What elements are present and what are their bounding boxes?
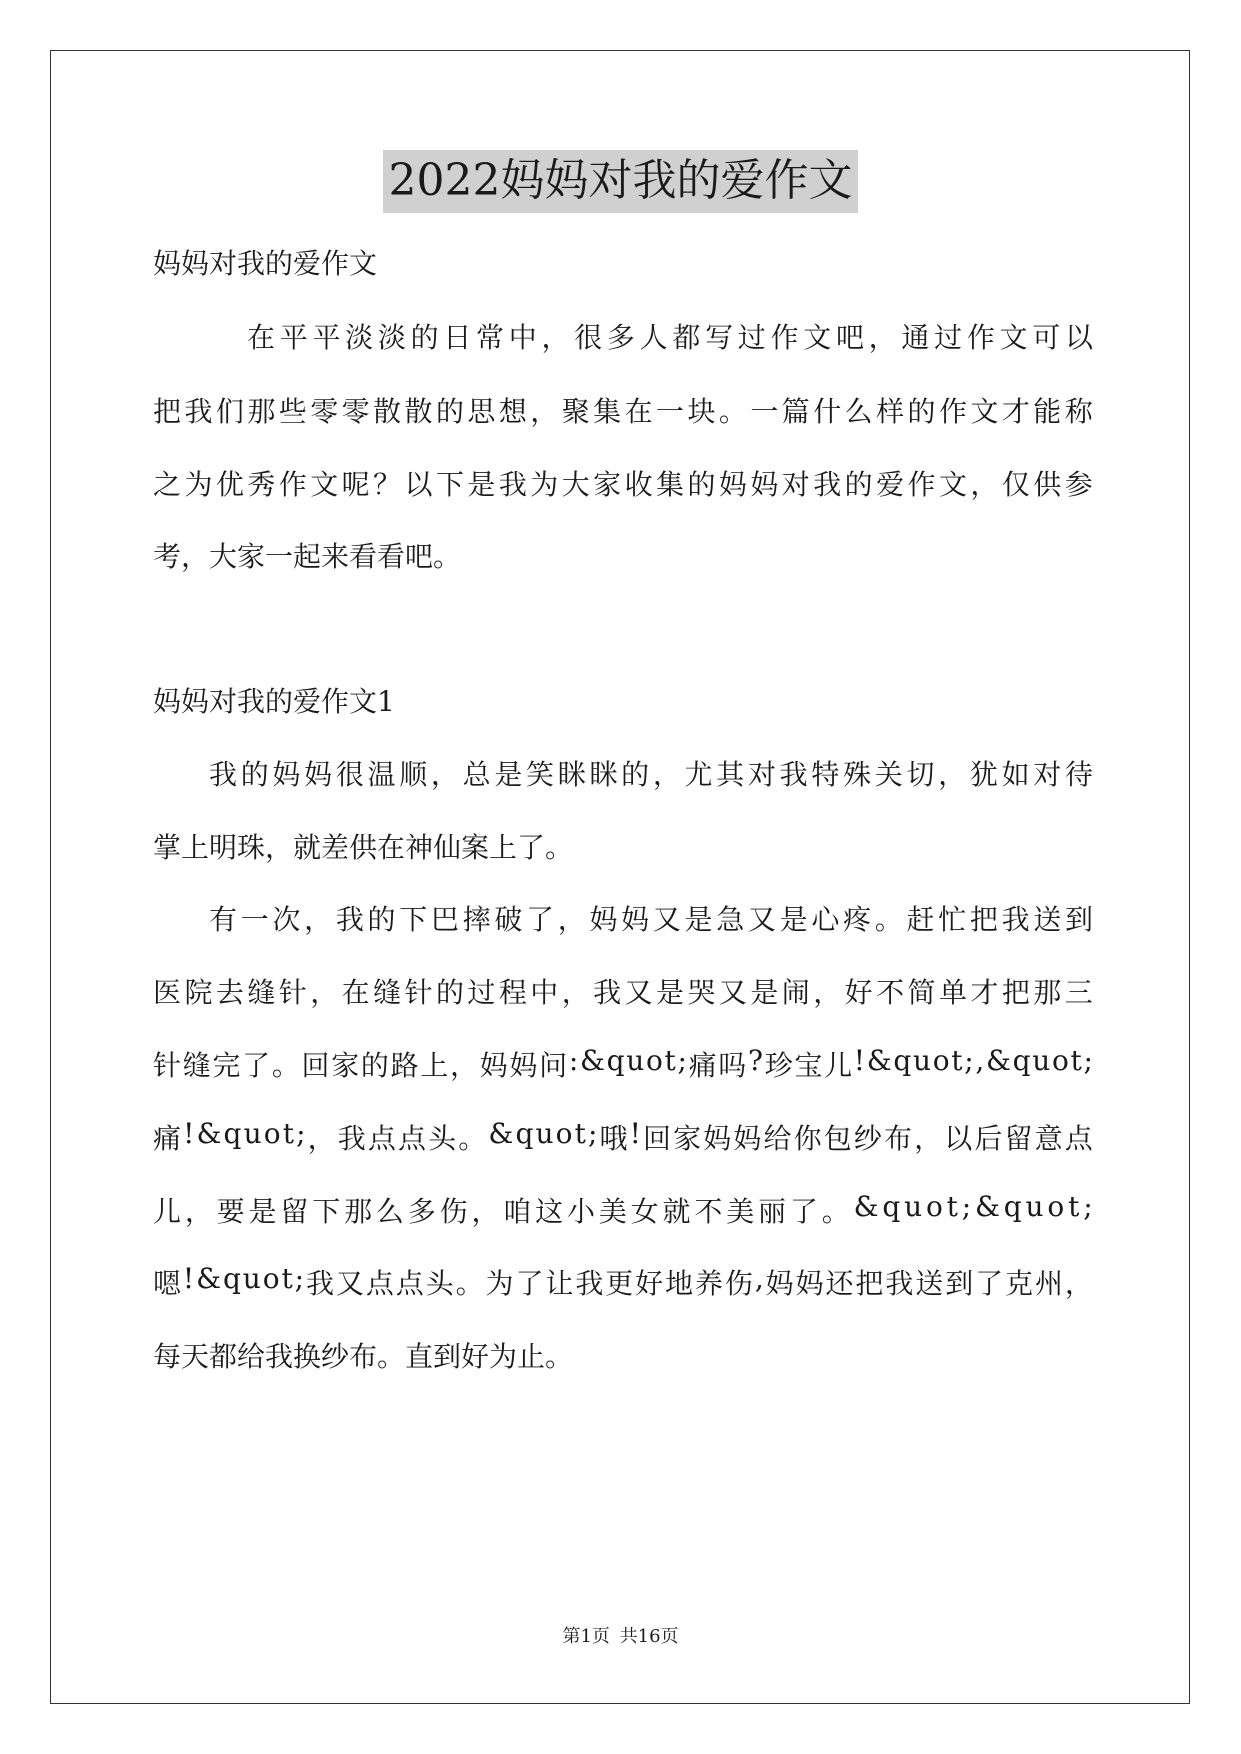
para1-text-2: 掌上明珠，就差供在神仙案上了。: [153, 831, 574, 864]
subtitle: 妈妈对我的爱作文: [153, 247, 378, 280]
para2-line-5: 儿 ， 要 是 留 下 那 么 多 伤 ， 咱 这 小 美 女 就 不 美 丽 了 。 & q u o t ; & q u o t ;: [153, 1190, 1093, 1228]
para2-line-3: 针 缝 完 了 。 回 家 的 路 上 ， 妈 妈 问 : & q u o t ; 痛 吗 ? 珍 宝 儿 ! & q u o t ; , & q u o t ;: [153, 1044, 1093, 1082]
title-block: [0, 150, 1241, 213]
para2-text-7: 每天都给我换纱布。直到好为止。: [153, 1340, 574, 1373]
para1-line-1: 我 的 妈 妈 很 温 顺 ， 总 是 笑 眯 眯 的 ， 尤 其 对 我 特 殊 关 切 ， 犹 如 对 待: [209, 758, 1093, 791]
page-border: [50, 50, 1190, 1704]
document-title: 2022妈妈对我的爱作文: [383, 150, 859, 213]
para1-line-2: [153, 826, 573, 866]
para2-line-1: 有 一 次 ， 我 的 下 巴 摔 破 了 ， 妈 妈 又 是 急 又 是 心 疼 。 赶 忙 把 我 送 到: [209, 903, 1093, 936]
page-total: 共16页: [619, 1626, 679, 1647]
para2-line-6: 嗯 ! & q u o t ; 我 又 点 点 头 。 为 了 让 我 更 好 地 养 伤 , 妈 妈 还 把 我 送 到 了 克 州 ，: [153, 1262, 1093, 1300]
section-heading: 妈妈对我的爱作文1: [153, 685, 395, 718]
page-footer: [0, 1622, 1241, 1648]
page-number: 第1页: [562, 1626, 610, 1647]
intro-line-2: 把 我 们 那 些 零 零 散 散 的 思 想 ， 聚 集 在 一 块 。 一 篇 什 么 样 的 作 文 才 能 称: [153, 395, 1093, 428]
intro-line-1: 在 平 平 淡 淡 的 日 常 中 ， 很 多 人 都 写 过 作 文 吧 ， 通 过 作 文 可 以: [247, 321, 1093, 354]
intro-text-4: 考，大家一起来看看吧。: [153, 540, 462, 573]
para2-line-2: 医 院 去 缝 针 ， 在 缝 针 的 过 程 中 ， 我 又 是 哭 又 是 闹 ， 好 不 简 单 才 把 那 三: [153, 976, 1093, 1009]
intro-line-3: 之 为 优 秀 作 文 呢 ？ 以 下 是 我 为 大 家 收 集 的 妈 妈 对 我 的 爱 作 文 ， 仅 供 参: [153, 468, 1093, 501]
intro-line-4: [153, 535, 461, 575]
para2-line-7: [153, 1335, 573, 1375]
para2-line-4: 痛 ! & q u o t ; ， 我 点 点 头 。 & q u o t ; 哦 ! 回 家 妈 妈 给 你 包 纱 布 ， 以 后 留 意 点: [153, 1117, 1093, 1155]
